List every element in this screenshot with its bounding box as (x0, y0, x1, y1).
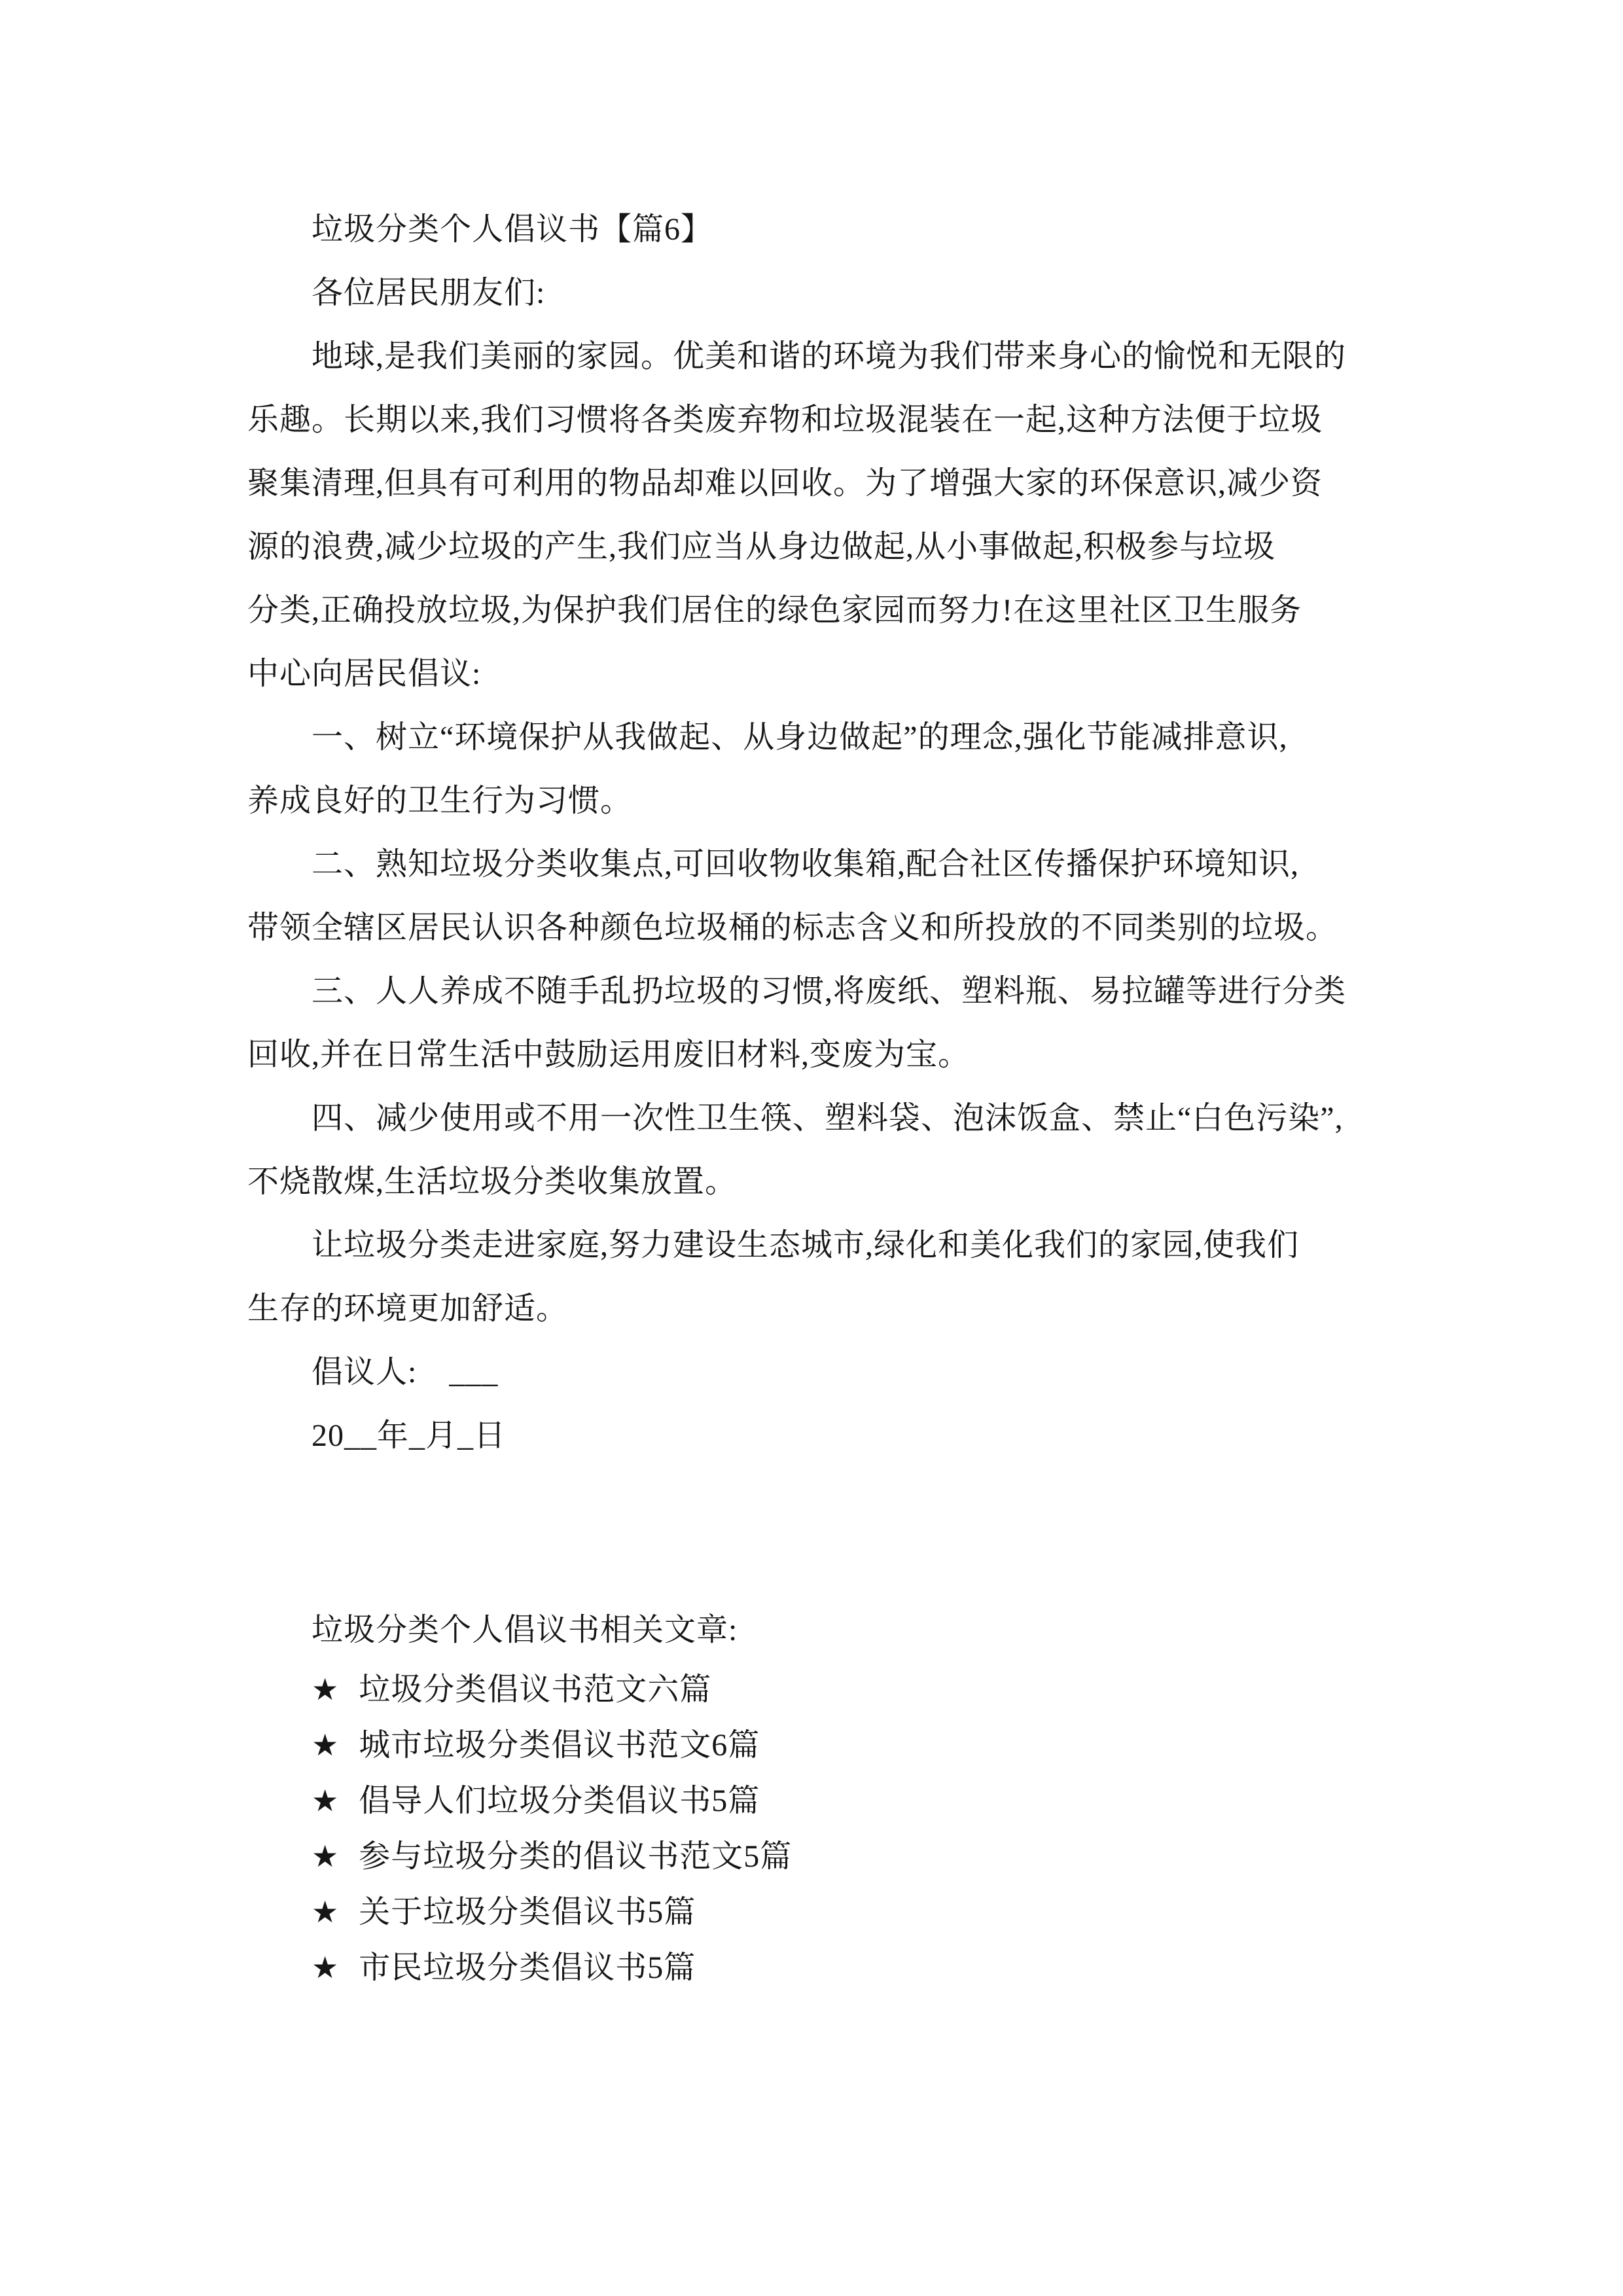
star-icon: ★ (312, 1784, 340, 1818)
text-line-11: 二、熟知垃圾分类收集点,可回收物收集箱,配合社区传播保护环境知识, (312, 847, 1300, 882)
text-line-10: 养成良好的卫生行为习惯。 (247, 783, 633, 818)
text-line-1: 垃圾分类个人倡议书【篇6】 (312, 212, 713, 247)
text-line-9: 一、树立“环境保护从我做起、从身边做起”的理念,强化节能减排意识, (312, 720, 1288, 755)
text-line-6: 源的浪费,减少垃圾的产生,我们应当从身边做起,从小事做起,积极参与垃圾 (247, 529, 1276, 564)
related-article-item-5 (247, 1884, 1386, 1940)
related-articles-heading: 垃圾分类个人倡议书相关文章: (312, 1613, 738, 1647)
related-article-item-2 (247, 1717, 1386, 1773)
text-line-15: 四、减少使用或不用一次性卫生筷、塑料袋、泡沫饭盒、禁止“白色污染”, (312, 1101, 1344, 1136)
text-line-8: 中心向居民倡议: (247, 656, 482, 691)
star-icon: ★ (312, 1895, 340, 1929)
text-line-7: 分类,正确投放垃圾,为保护我们居住的绿色家园而努力!在这里社区卫生服务 (247, 593, 1302, 628)
text-line-17: 让垃圾分类走进家庭,努力建设生态城市,绿化和美化我们的家园,使我们 (312, 1228, 1300, 1263)
related-article-item-1 (247, 1662, 1386, 1717)
text-line-3: 地球,是我们美丽的家园。优美和谐的环境为我们带来身心的愉悦和无限的 (312, 339, 1347, 374)
star-icon: ★ (312, 1951, 340, 1984)
text-line-18: 生存的环境更加舒适。 (247, 1291, 569, 1326)
star-icon: ★ (312, 1840, 340, 1873)
letter-lines (247, 198, 1386, 1467)
related-article-label: 倡导人们垃圾分类倡议书5篇 (359, 1784, 760, 1818)
related-article-label: 垃圾分类倡议书范文六篇 (359, 1672, 712, 1707)
related-article-label: 关于垃圾分类倡议书5篇 (359, 1895, 696, 1929)
text-line-14: 回收,并在日常生活中鼓励运用废旧材料,变废为宝。 (247, 1037, 971, 1072)
text-line-19: 倡议人: ___ (312, 1355, 499, 1390)
related-articles-list (247, 1662, 1386, 1996)
star-icon: ★ (312, 1729, 340, 1762)
document-body (247, 198, 1386, 1996)
text-line-16: 不烧散煤,生活垃圾分类收集放置。 (247, 1164, 738, 1199)
text-line-20: 20__年_月_日 (312, 1418, 507, 1453)
related-article-item-4 (247, 1829, 1386, 1884)
text-line-2: 各位居民朋友们: (312, 276, 546, 310)
related-articles-section (247, 1598, 1386, 1996)
related-article-label: 市民垃圾分类倡议书5篇 (359, 1950, 696, 1985)
related-article-item-3 (247, 1773, 1386, 1829)
related-article-item-6 (247, 1940, 1386, 1996)
text-line-13: 三、人人养成不随手乱扔垃圾的习惯,将废纸、塑料瓶、易拉罐等进行分类 (312, 974, 1347, 1009)
related-article-label: 城市垃圾分类倡议书范文6篇 (359, 1728, 760, 1763)
star-icon: ★ (312, 1673, 340, 1706)
text-line-5: 聚集清理,但具有可利用的物品却难以回收。为了增强大家的环保意识,减少资 (247, 466, 1323, 501)
related-article-label: 参与垃圾分类的倡议书范文5篇 (359, 1839, 793, 1874)
text-line-4: 乐趣。长期以来,我们习惯将各类废弃物和垃圾混装在一起,这种方法便于垃圾 (247, 403, 1323, 437)
text-line-12: 带领全辖区居民认识各种颜色垃圾桶的标志含义和所投放的不同类别的垃圾。 (247, 910, 1338, 945)
